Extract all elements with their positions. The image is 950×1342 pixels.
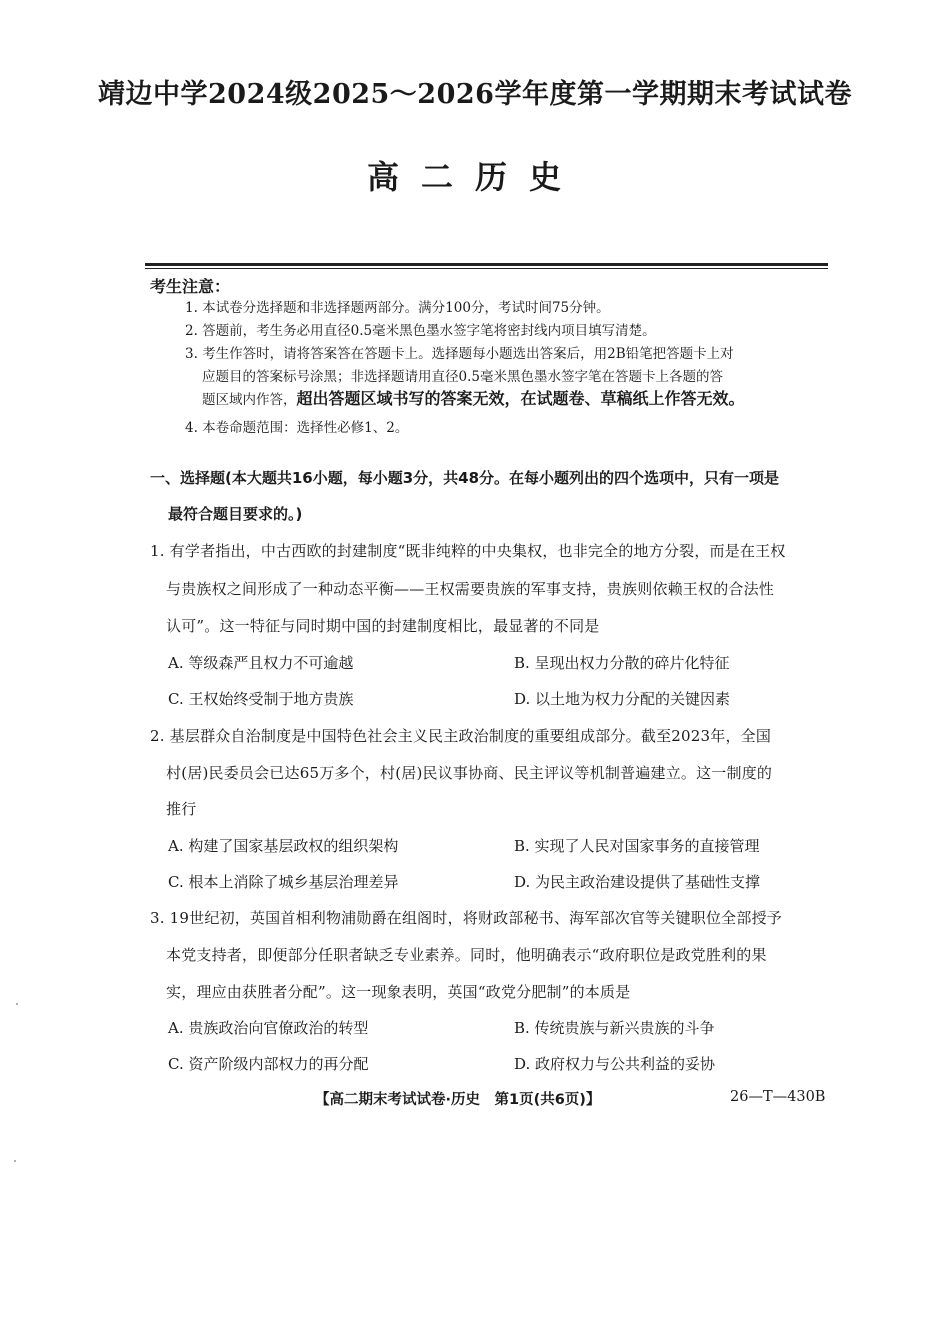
notice-heading: 考生注意： <box>150 277 231 296</box>
exam-title: 靖边中学2024级2025～2026学年度第一学期期末考试试卷 <box>98 79 852 110</box>
question-3-option-c: C. 资产阶级内部权力的再分配 <box>168 1055 369 1073</box>
notice-item-3-line-3 <box>202 389 842 410</box>
question-1-line-1: 1. 有学者指出，中古西欧的封建制度“既非纯粹的中央集权，也非完全的地方分裂，而是在王权 <box>150 542 786 560</box>
bleed-through-text <box>150 113 830 132</box>
question-2-option-c: C. 根本上消除了城乡基层治理差异 <box>168 873 399 891</box>
question-1-line-3: 认可”。这一特征与同时期中国的封建制度相比，最显著的不同是 <box>166 617 600 635</box>
question-2-line-2: 村(居)民委员会已达65万多个，村(居)民议事协商、民主评议等机制普遍建立。这一制度的 <box>166 764 773 782</box>
notice-item-1: 1. 本试卷分选择题和非选择题两部分。满分100分，考试时间75分钟。 <box>185 300 610 316</box>
question-2-option-b: B. 实现了人民对国家事务的直接管理 <box>514 837 760 855</box>
question-3-option-b: B. 传统贵族与新兴贵族的斗争 <box>514 1019 715 1037</box>
question-1-line-2: 与贵族权之间形成了一种动态平衡——王权需要贵族的军事支持，贵族则依赖王权的合法性 <box>166 580 775 598</box>
notice-item-4: 4. 本卷命题范围：选择性必修1、2。 <box>185 420 409 436</box>
question-2-line-3: 推行 <box>166 800 197 818</box>
notice-item-3-line-2: 应题目的答案标号涂黑；非选择题请用直径0.5毫米黑色墨水签字笔在答题卡上各题的答 <box>202 369 723 385</box>
section-heading-line-1: 一、选择题(本大题共16小题，每小题3分，共48分。在每小题列出的四个选项中，只有一项是 <box>150 469 780 487</box>
question-1-option-b: B. 呈现出权力分散的碎片化特征 <box>514 654 730 672</box>
header-divider <box>145 263 828 266</box>
question-1-option-d: D. 以土地为权力分配的关键因素 <box>514 690 731 708</box>
subject-title <box>0 152 950 198</box>
question-3-line-3: 实，理应由获胜者分配”。这一现象表明，英国“政党分肥制”的本质是 <box>166 983 631 1001</box>
question-1-option-c: C. 王权始终受制于地方贵族 <box>168 690 354 708</box>
section-heading-line-2: 最符合题目要求的。) <box>168 505 303 523</box>
scan-speck <box>16 1003 18 1005</box>
notice-item-3-line-1: 3. 考生作答时，请将答案答在答题卡上。选择题每小题选出答案后，用2B铅笔把答题卡上对 <box>185 346 734 362</box>
question-2-option-d: D. 为民主政治建设提供了基础性支撑 <box>514 873 761 891</box>
notice-item-3-plain: 题区域内作答， <box>202 392 297 408</box>
question-3-line-1: 3. 19世纪初，英国首相利物浦勋爵在组阁时，将财政部秘书、海军部次官等关键职位全部授予 <box>150 909 782 927</box>
notice-item-2: 2. 答题前，考生务必用直径0.5毫米黑色墨水签字笔将密封线内项目填写清楚。 <box>185 323 656 339</box>
paper-code: 26—T—430B <box>730 1089 826 1105</box>
question-2-line-1: 2. 基层群众自治制度是中国特色社会主义民主政治制度的重要组成部分。截至2023年，全国 <box>150 727 772 745</box>
question-3-line-2: 本党支持者，即便部分任职者缺乏专业素养。同时，他明确表示“政府职位是政党胜利的果 <box>166 946 767 964</box>
question-2-option-a: A. 构建了国家基层政权的组织架构 <box>168 837 399 855</box>
question-3-option-d: D. 政府权力与公共利益的妥协 <box>514 1055 716 1073</box>
question-1-option-a: A. 等级森严且权力不可逾越 <box>168 654 354 672</box>
page-footer: 【高二期末考试试卷·历史 第1页(共6页)】 <box>315 1092 601 1108</box>
header-divider-thin <box>145 268 828 269</box>
subject-text: 高二历史 <box>366 158 583 196</box>
notice-item-3-emphasis: 超出答题区域书写的答案无效，在试题卷、草稿纸上作答无效。 <box>296 389 745 408</box>
scan-speck <box>14 1160 16 1162</box>
question-3-option-a: A. 贵族政治向官僚政治的转型 <box>168 1019 369 1037</box>
